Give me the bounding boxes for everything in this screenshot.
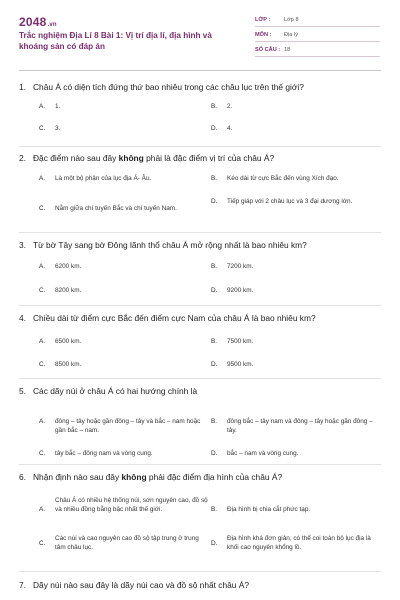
option-b[interactable]: B. 2. <box>211 103 233 110</box>
option-a[interactable]: A. 6200 km. <box>39 263 82 270</box>
question-text: 3. Từ bờ Tây sang bờ Đông lãnh thổ châu Á mở rộng nhất là bao nhiêu km? <box>19 240 307 250</box>
emphasis-text: không <box>118 153 144 163</box>
meta-count-row <box>255 45 380 57</box>
document-title: Trắc nghiệm Địa Lí 8 Bài 1: Vị trí địa lí, địa hình và khoáng sản có đáp án <box>19 31 212 51</box>
options <box>19 260 381 296</box>
option-c[interactable]: C. tây bắc – đông nam và vòng cung. <box>39 450 153 457</box>
question-count-label: SỐ CÂU : <box>255 47 281 53</box>
option-c[interactable]: C. 3. <box>39 125 61 132</box>
question-count-value: 18 <box>284 47 291 53</box>
option-b[interactable]: B. 7200 km. <box>211 263 254 270</box>
option-a[interactable]: A. Châu Á có nhiều hệ thống núi, sơn nguyên cao, đồ sộ và nhiều đồng bằng bậc nhất thế giới. <box>39 497 208 513</box>
question-text: 1. Châu Á có diện tích đứng thứ bao nhiêu trong các châu lục trên thế giới? <box>19 82 304 92</box>
options <box>19 173 381 219</box>
question-text: 4. Chiều dài từ điểm cực Bắc đến điểm cực Nam của châu Á là bao nhiêu km? <box>19 313 316 323</box>
option-a[interactable]: A. 1. <box>39 103 61 110</box>
question-3 <box>19 240 381 296</box>
options <box>19 102 381 136</box>
question-2 <box>19 153 381 219</box>
question-divider <box>19 232 381 233</box>
options <box>19 333 381 369</box>
site-logo[interactable]: 2048.vn <box>19 15 57 29</box>
emphasis-text: không <box>121 472 147 482</box>
option-d[interactable]: D. 9500 km. <box>211 361 254 368</box>
subject-label: MÔN : <box>255 32 272 38</box>
option-c[interactable]: C. Nằm giữa chí tuyến Bắc và chí tuyến Nam. <box>39 205 177 212</box>
option-b[interactable]: B. 7500 km. <box>211 338 254 345</box>
meta-subject-row <box>255 30 380 42</box>
question-divider <box>19 305 381 306</box>
question-divider <box>19 146 381 147</box>
subject-value: Địa lý <box>284 32 298 38</box>
option-d[interactable]: D. bắc – nam và vòng cung. <box>211 450 299 457</box>
grade-value: Lớp 8 <box>284 17 299 23</box>
option-d[interactable]: D. Địa hình khá đơn giản, có thể coi toàn bộ lục địa là khối cao nguyên khổng lồ. <box>211 535 371 551</box>
meta-box <box>255 15 380 60</box>
question-divider <box>19 378 381 379</box>
question-divider <box>19 464 381 465</box>
option-c[interactable]: C. Các núi và cao nguyên cao đồ sộ tập trung ở trung tâm châu lục. <box>39 535 199 551</box>
option-a[interactable]: A. Là một bộ phận của lục địa Á- Âu. <box>39 175 152 182</box>
question-5 <box>19 386 381 460</box>
option-a[interactable]: A. 6500 km. <box>39 338 82 345</box>
options <box>19 492 381 572</box>
option-a[interactable]: A. đông – tây hoặc gần đông – tây và bắc – nam hoặc gần bắc – nam. <box>39 418 201 434</box>
question-text: 7. Dãy núi nào sau đây là dãy núi cao và đồ sộ nhất châu Á? <box>19 580 250 590</box>
grade-label: LỚP : <box>255 17 271 23</box>
question-text: 6. Nhận định nào sau đây không phải đặc điểm địa hình của châu Á? <box>19 472 283 482</box>
option-b[interactable]: B. đông bắc – tây nam và đông – tây hoặc gần đông – tây. <box>211 418 373 434</box>
question-divider <box>19 571 381 572</box>
option-c[interactable]: C. 8500 km. <box>39 361 82 368</box>
question-text: 5. Các dãy núi ở châu Á có hai hướng chính là <box>19 386 198 396</box>
option-b[interactable]: B. Kéo dài từ cực Bắc đến vùng Xích đạo. <box>211 175 339 182</box>
question-7 <box>19 580 381 591</box>
question-4 <box>19 313 381 369</box>
page-header <box>0 0 400 70</box>
question-text: 2. Đặc điểm nào sau đây không phải là đặc điểm vị trí của châu Á? <box>19 153 275 163</box>
option-c[interactable]: C. 8200 km. <box>39 287 82 294</box>
question-1 <box>19 82 381 136</box>
options <box>19 406 381 460</box>
option-d[interactable]: D. 9200 km. <box>211 287 254 294</box>
header-divider <box>19 70 381 71</box>
option-b[interactable]: B. Địa hình bị chia cắt phức tạp. <box>211 506 311 513</box>
meta-grade-row <box>255 15 380 27</box>
option-d[interactable]: D. Tiếp giáp với 2 châu lục và 3 đại dương lớn. <box>211 198 353 205</box>
option-d[interactable]: D. 4. <box>211 125 233 132</box>
question-6 <box>19 472 381 572</box>
